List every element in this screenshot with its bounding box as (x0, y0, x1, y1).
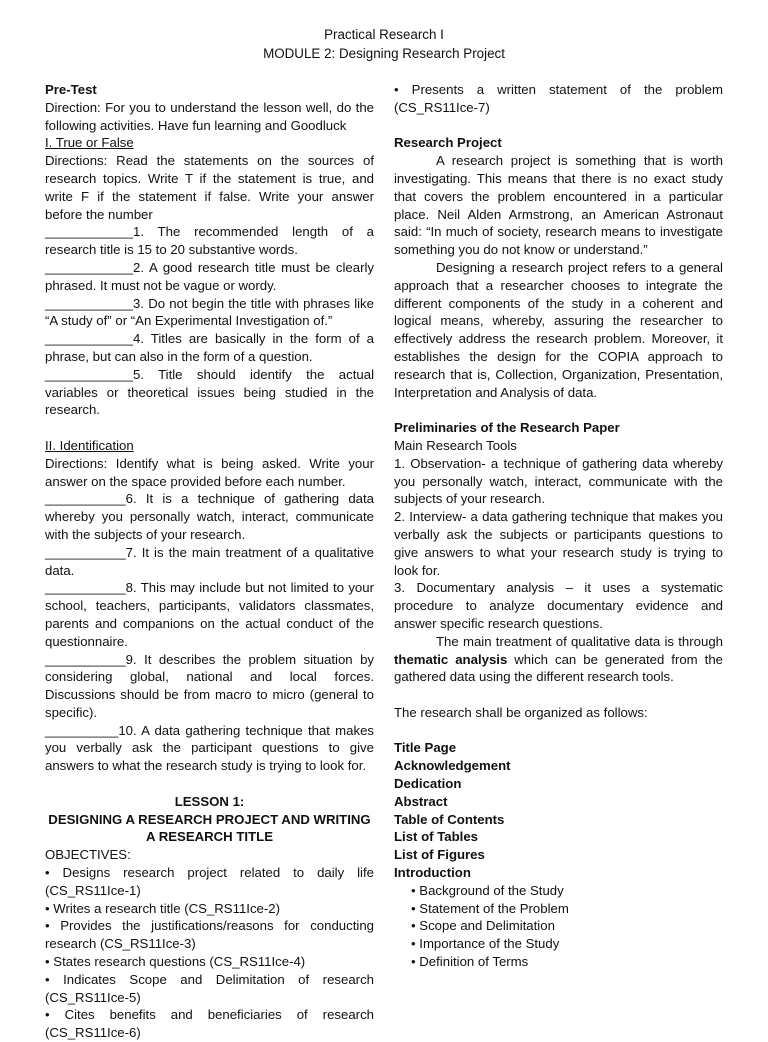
lesson-title-line2: DESIGNING A RESEARCH PROJECT AND WRITING A RESEARCH TITLE (48, 811, 371, 845)
right-column (394, 81, 723, 971)
objectives-label: OBJECTIVES: (45, 847, 131, 863)
part1-directions: Directions: Read the statements on the sources of research topics. Write T if the statement is true, and write F if the statement if false. Write your answer before the number (45, 153, 374, 222)
id-item-9: ___________9. It describes the problem situation by considering global, national and local forces. Discussions should be from macro to micro (general to specific). (45, 651, 374, 720)
research-project-para1: A research project is something that is worth investigating. This means that there is no exact study that covers the problem encountered in a particular place. Neil Alden Armstrong, an American Astronaut said: “In much of society, research means to investigate something you do not know or understand.” (394, 153, 723, 258)
left-column (45, 81, 374, 1042)
objective-5: • Indicates Scope and Delimitation of research (CS_RS11Ice-5) (45, 971, 374, 1005)
research-project-heading: Research Project (394, 135, 502, 151)
pretest-title: Pre-Test (45, 82, 97, 97)
intro-statement-of-problem: • Statement of the Problem (411, 900, 569, 916)
outline-list-of-figures: List of Figures (394, 847, 485, 863)
id-item-6: ___________6. It is a technique of gathering data whereby you personally watch, interact, communicate with the subjects of your research. (45, 491, 374, 542)
outline-table-of-contents: Table of Contents (394, 811, 505, 827)
part2-directions: Directions: Identify what is being asked. Write your answer on the space provided before each number. (45, 455, 374, 489)
tf-item-5: ____________5. Title should identify the actual variables or theoretical issues being studied in the research. (45, 366, 374, 418)
objective-4: • States research questions (CS_RS11Ice-4) (45, 954, 306, 970)
id-item-10: __________10. A data gathering technique that makes you verbally ask the participant questions to give answers to what the research study is trying to look for. (45, 722, 374, 774)
thematic-bold: thematic analysis (394, 651, 508, 667)
organized-statement: The research shall be organized as follows: (394, 704, 648, 720)
intro-background: • Background of the Study (411, 882, 564, 898)
objective-7: • Presents a written statement of the problem (CS_RS11Ice-7) (394, 82, 723, 115)
outline-abstract: Abstract (394, 793, 448, 809)
intro-importance: • Importance of the Study (411, 936, 560, 952)
outline-introduction: Introduction (394, 865, 471, 881)
pretest-direction: Direction: For you to understand the lesson well, do the following activities. Have fun learning and Goodluck (45, 99, 374, 133)
thematic-paragraph (394, 633, 723, 686)
part2-heading: II. Identification (45, 437, 134, 453)
thematic-pre: The main treatment of qualitative data is through (436, 633, 723, 649)
objective-1: • Designs research project related to daily life (CS_RS11Ice-1) (45, 865, 374, 898)
module-title: MODULE 2: Designing Research Project (263, 46, 505, 61)
page-header (0, 25, 768, 63)
thematic-post: which can be generated from the gathered data using the different research tools. (394, 651, 723, 685)
tf-item-3: ____________3. Do not begin the title with phrases like “A study of” or “An Experimental Investigation of.” (45, 295, 374, 329)
outline-list-of-tables: List of Tables (394, 829, 479, 845)
course-title: Practical Research I (324, 27, 444, 42)
objective-3: • Provides the justifications/reasons for conducting research (CS_RS11Ice-3) (45, 918, 374, 952)
preliminaries-heading: Preliminaries of the Research Paper (394, 420, 620, 436)
tf-item-1: ____________1. The recommended length of a research title is 15 to 20 substantive words. (45, 224, 374, 258)
outline-dedication: Dedication (394, 776, 462, 792)
tf-item-2: ____________2. A good research title must be clearly phrased. It must not be vague or wordy. (45, 259, 374, 293)
tools-label: Main Research Tools (394, 437, 517, 453)
tool-observation: 1. Observation- a technique of gathering data whereby you personally watch, interact, communicate with the subjects of your research. (394, 455, 723, 507)
lesson-title-line1: LESSON 1: (174, 793, 245, 809)
objective-6: • Cites benefits and beneficiaries of research (CS_RS11Ice-6) (45, 1007, 374, 1041)
tool-documentary: 3. Documentary analysis – it uses a systematic procedure to analyze documentary evidence and answer specific research questions. (394, 580, 723, 631)
id-item-7: ___________7. It is the main treatment of a qualitative data. (45, 544, 374, 578)
outline-title-page: Title Page (394, 740, 457, 756)
part1-heading: I. True or False (45, 135, 134, 151)
outline-acknowledgement: Acknowledgement (394, 758, 511, 774)
research-project-para2: Designing a research project refers to a general approach that a researcher chooses to integrate the different components of the study in a coherent and logical means, whereby, assuring the researcher to effectively address the research problem. Moreover, it establishes the design for the COPIA approach to research that is, Collection, Organization, Presentation, Interpretation and Analysis of data. (394, 259, 723, 400)
objective-2: • Writes a research title (CS_RS11Ice-2) (45, 900, 280, 916)
tool-interview: 2. Interview- a data gathering technique that makes you verbally ask the subjects or participants questions to give answers to what your research study is trying to look for. (394, 509, 723, 578)
intro-definition-of-terms: • Definition of Terms (411, 954, 529, 970)
id-item-8: ___________8. This may include but not limited to your school, teachers, participants, validators classmates, parents and companions on the actual conduct of the questionnaire. (45, 580, 374, 649)
intro-scope: • Scope and Delimitation (411, 918, 555, 934)
tf-item-4: ____________4. Titles are basically in the form of a phrase, but can also in the form of a question. (45, 331, 374, 364)
